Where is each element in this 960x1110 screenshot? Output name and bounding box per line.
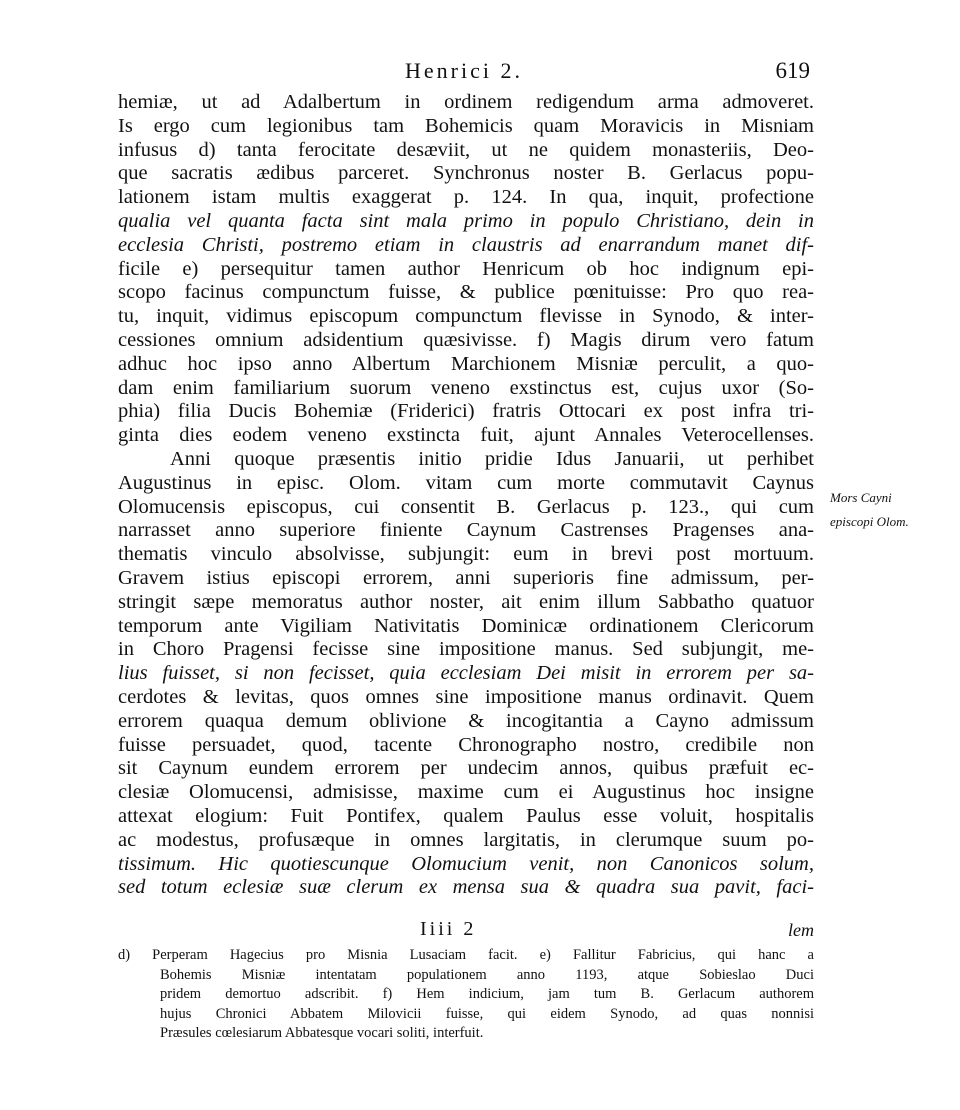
text-line: errorem quaqua demum oblivione & incogitantia a Cayno admissum <box>118 709 814 732</box>
margin-note <box>830 486 940 534</box>
text-line: qualia vel quanta facta sint mala primo in populo Christiano, dein in <box>118 209 814 232</box>
text-line: lationem istam multis exaggerat p. 124. In qua, inquit, profectione <box>118 186 814 209</box>
text-line: stringit sæpe memoratus author noster, ait enim illum Sabbatho quatuor <box>118 590 814 613</box>
text-line: tissimum. Hic quotiescunque Olomucium venit, non Canonicos solum, <box>118 852 814 875</box>
text-line: ecclesia Christi, postremo etiam in claustris ad enarrandum manet dif- <box>118 233 814 256</box>
text-line: que sacratis ædibus parceret. Synchronus noster B. Gerlacus popu- <box>118 162 814 185</box>
text-line: dam enim familiarium suorum veneno exstinctus est, cujus uxor (So- <box>118 376 814 399</box>
text-line: tu, inquit, vidimus episcopum compunctum flevisse in Synodo, & inter- <box>118 305 814 328</box>
running-head: Henrici 2. <box>405 58 523 83</box>
signature-row <box>118 918 814 944</box>
margin-note-line: Mors Cayni <box>830 490 892 505</box>
footnote-line: hujus Chronici Abbatem Milovicii fuisse, qui eidem Synodo, ad quas nonnisi <box>160 1005 814 1022</box>
text-line: narrasset anno superiore finiente Caynum Castrenses Pragenses ana- <box>118 519 814 542</box>
footnote-line: d) Perperam Hagecius pro Misnia Lusaciam facit. e) Fallitur Fabricius, qui hanc a <box>118 947 814 963</box>
text-line: ac modestus, profusæque in omnes largitatis, in clerumque suum po- <box>118 828 814 851</box>
text-line: Olomucensis episcopus, cui consentit B. Gerlacus p. 123., qui cum <box>118 495 814 518</box>
text-line: cessiones omnium adsidentium quæsivisse. f) Magis dirum vero fatum <box>118 328 814 351</box>
text-line: thematis vinculo absolvisse, subjungit: eum in brevi post mortuum. <box>118 543 814 566</box>
text-line: infusus d) tanta ferocitate desæviit, ut ne quidem monasteriis, Deo- <box>118 138 814 161</box>
footnote-line: Bohemis Misniæ intentatam populationem anno 1193, atque Sobieslao Duci <box>160 966 814 983</box>
text-line: attexat elogium: Fuit Pontifex, qualem Paulus esse voluit, hospitalis <box>118 804 814 827</box>
text-line: hemiæ, ut ad Adalbertum in ordinem redigendum arma admoveret. <box>118 91 814 113</box>
text-line: Anni quoque præsentis initio pridie Idus Januarii, ut perhibet <box>170 447 814 470</box>
text-line: lius fuisset, si non fecisset, quia ecclesiam Dei misit in errorem per sa- <box>118 662 814 685</box>
text-line: sit Caynum eundem errorem per undecim annos, quibus præfuit ec- <box>118 757 814 780</box>
signature-mark: Iiii 2 <box>420 918 477 940</box>
text-line: fuisse persuadet, quod, tacente Chronographo nostro, credibile non <box>118 733 814 756</box>
text-line: Augustinus in episc. Olom. vitam cum morte commutavit Caynus <box>118 471 814 494</box>
text-line: ficile e) persequitur tamen author Henricum ob hoc indignum epi- <box>118 257 814 280</box>
footnotes <box>118 946 814 1044</box>
text-line: temporum ante Vigiliam Nativitatis Dominicæ ordinationem Clericorum <box>118 614 814 637</box>
text-line: clesiæ Olomucensi, admisisse, maxime cum ei Augustinus hoc insigne <box>118 781 814 804</box>
footnote-line: pridem demortuo adscribit. f) Hem indicium, jam tum B. Gerlacum authorem <box>160 986 814 1002</box>
footnote-line: Præsules cœlesiarum Abbatesque vocari soliti, interfuit. <box>160 1025 484 1041</box>
text-line: phia) filia Ducis Bohemiæ (Friderici) fratris Ottocari ex post infra tri- <box>118 400 814 423</box>
text-line: cerdotes & levitas, quos omnes sine impositione manus ordinavit. Quem <box>118 685 814 708</box>
page-number: 619 <box>775 58 810 83</box>
page-header <box>118 58 810 88</box>
text-line: adhuc hoc ipso anno Albertum Marchionem Misniæ perculit, a quo- <box>118 352 814 375</box>
text-line: in Choro Pragensi fecisse sine impositione manus. Sed subjungit, me- <box>118 638 814 661</box>
text-line: scopo facinus compunctum fuisse, & publice pœnituisse: Pro quo rea- <box>118 281 814 304</box>
catchword: lem <box>788 920 814 940</box>
text-line: Is ergo cum legionibus tam Bohemicis quam Moravicis in Misniam <box>118 114 814 137</box>
text-line: Gravem istius episcopi errorem, anni superioris fine admissum, per- <box>118 566 814 589</box>
margin-note-line: episcopi Olom. <box>830 514 909 529</box>
main-text <box>118 91 814 900</box>
text-line: sed totum eclesiæ suæ clerum ex mensa sua & quadra sua pavit, faci- <box>118 876 814 899</box>
text-line: ginta dies eodem veneno exstincta fuit, ajunt Annales Veterocellenses. <box>118 424 814 447</box>
